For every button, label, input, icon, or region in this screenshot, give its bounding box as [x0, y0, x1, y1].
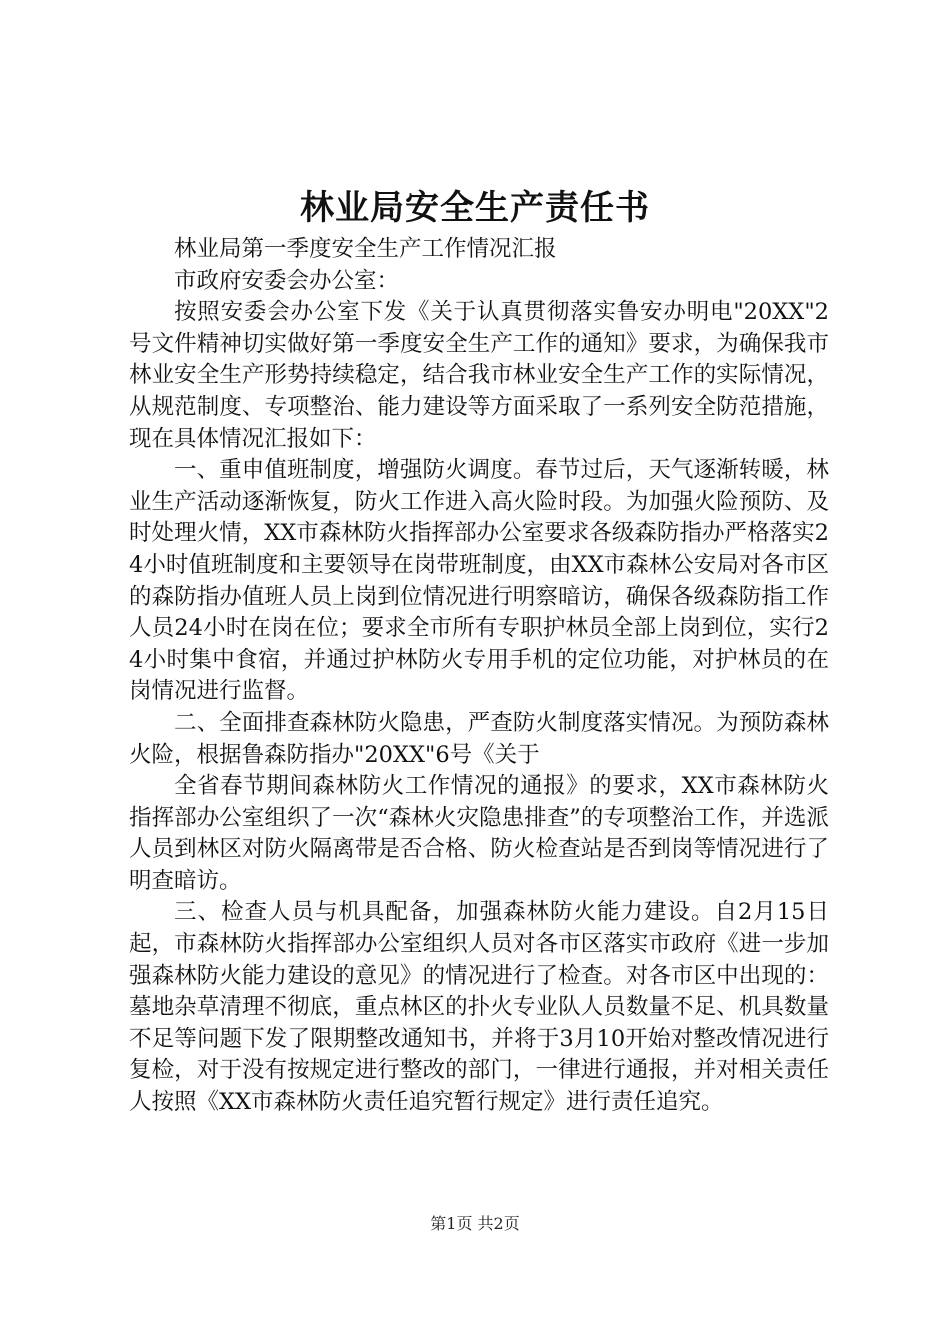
- section-two-continuation: 全省春节期间森林防火工作情况的通报》的要求，XX市森林防火指挥部办公室组织了一次“森林火灾隐患排查”的专项整治工作，并选派人员到林区对防火隔离带是否合格、防火检查站是否到岗等情况进行了明查暗访。: [129, 773, 829, 894]
- document-title: 林业局安全生产责任书: [300, 188, 650, 228]
- section-three-paragraph: 三、检查人员与机具配备，加强森林防火能力建设。自2月15日起，市森林防火指挥部办公室组织人员对各市区落实市政府《进一步加强森林防火能力建设的意见》的情况进行了检查。对各市区中出现的：墓地杂草清理不彻底，重点林区的扑火专业队人员数量不足、机具数量不足等问题下发了限期整改通知书，并将于3月10开始对整改情况进行复检，对于没有按规定进行整改的部门，一律进行通报，并对相关责任人按照《XX市森林防火责任追究暂行规定》进行责任追究。: [129, 899, 829, 1116]
- report-heading: 林业局第一季度安全生产工作情况汇报: [174, 236, 557, 262]
- document-body: [129, 234, 829, 1119]
- section-one-paragraph: 一、重申值班制度，增强防火调度。春节过后，天气逐渐转暖，林业生产活动逐渐恢复，防火工作进入高火险时段。为加强火险预防、及时处理火情，XX市森林防火指挥部办公室要求各级森防指办严格落实24小时值班制度和主要领导在岗带班制度，由XX市森林公安局对各市区的森防指办值班人员上岗到位情况进行明察暗访，确保各级森防指工作人员24小时在岗在位；要求全市所有专职护林员全部上岗到位，实行24小时集中食宿，并通过护林防火专用手机的定位功能，对护林员的在岗情况进行监督。: [129, 457, 829, 705]
- intro-paragraph: 按照安委会办公室下发《关于认真贯彻落实鲁安办明电"20XX"2号文件精神切实做好第一季度安全生产工作的通知》要求，为确保我市林业安全生产形势持续稳定，结合我市林业安全生产工作的实际情况，从规范制度、专项整治、能力建设等方面采取了一系列安全防范措施，现在具体情况汇报如下：: [129, 299, 829, 452]
- recipient-line: 市政府安委会办公室：: [174, 267, 400, 294]
- page-number: 第1页 共2页: [430, 1214, 520, 1233]
- section-two-paragraph: 二、全面排查森林防火隐患，严查防火制度落实情况。为预防森林火险，根据鲁森防指办"20XX"6号《关于: [129, 709, 829, 768]
